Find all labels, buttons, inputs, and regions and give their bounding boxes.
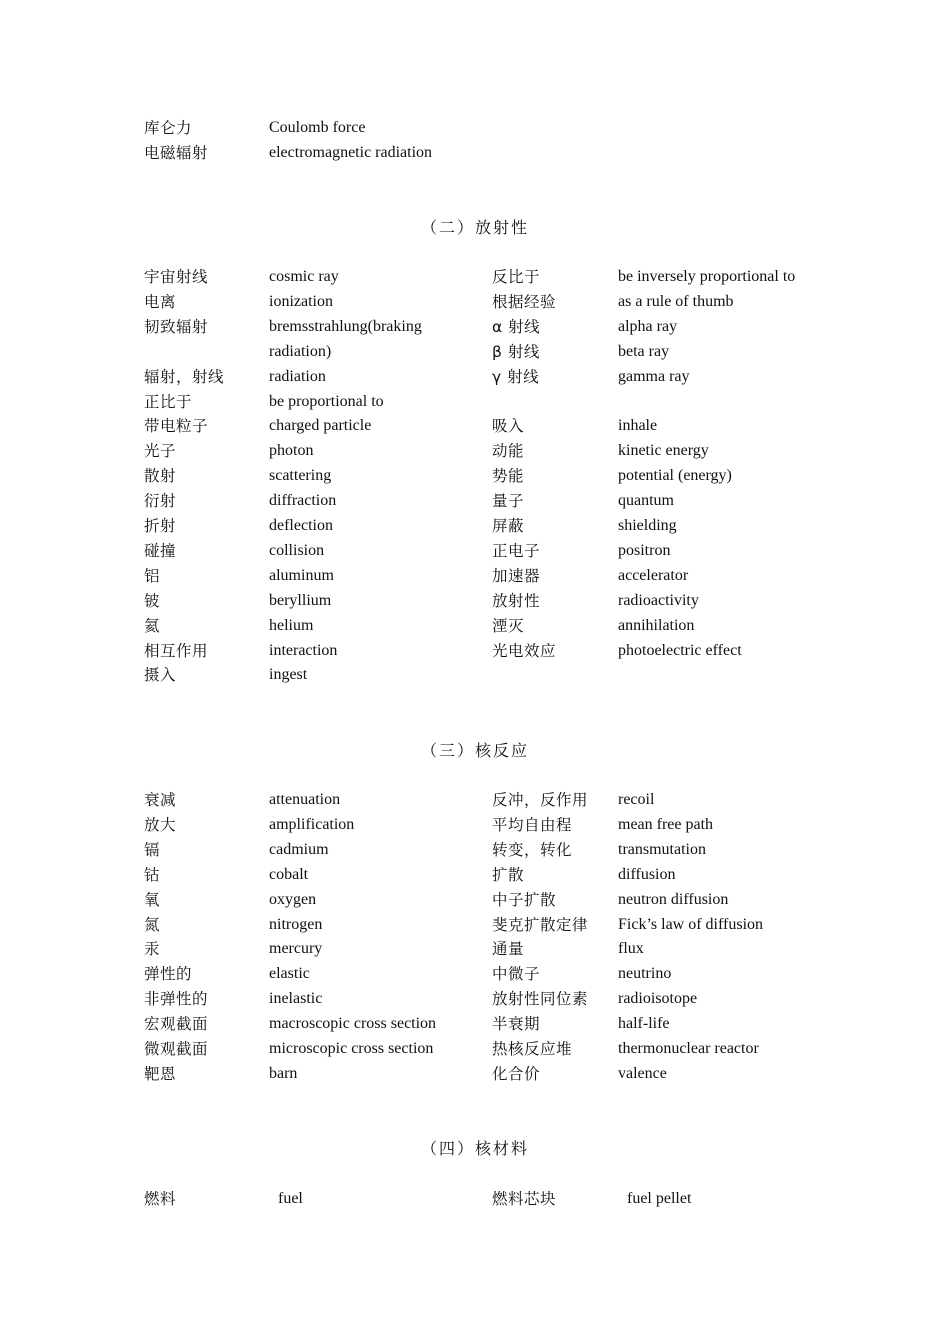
english-term: beta ray <box>618 342 670 360</box>
glossary-row <box>0 840 950 865</box>
english-term: kinetic energy <box>618 442 709 460</box>
chinese-term: 弹性的 <box>144 965 193 984</box>
glossary-row <box>0 939 950 964</box>
chinese-term: 动能 <box>492 442 525 461</box>
english-term: annihilation <box>618 616 695 634</box>
chinese-term: 氦 <box>144 616 161 635</box>
chinese-term: 反冲，反作用 <box>492 791 589 809</box>
english-term: be inversely proportional to <box>618 268 796 285</box>
english-term: Coulomb force <box>269 119 366 136</box>
chinese-term: 斐克扩散定律 <box>492 915 589 934</box>
english-term: be proportional to <box>269 392 384 410</box>
glossary-row <box>0 964 950 989</box>
english-term: flux <box>618 940 644 958</box>
glossary-row <box>0 143 950 168</box>
english-term: half-life <box>618 1015 670 1033</box>
english-term: radioactivity <box>618 591 699 609</box>
chinese-term: γ 射线 <box>492 367 540 386</box>
chinese-term: 化合价 <box>492 1064 541 1083</box>
glossary-row <box>0 292 950 317</box>
section-heading: （二）放射性 <box>420 218 529 237</box>
english-term: radiation) <box>269 342 332 360</box>
chinese-term: 氧 <box>144 890 161 909</box>
glossary-row <box>0 416 950 441</box>
glossary-row <box>0 541 950 566</box>
chinese-term: 汞 <box>144 940 161 959</box>
chinese-term: 铝 <box>144 566 161 585</box>
chinese-term: 氮 <box>144 915 161 934</box>
english-term: diffusion <box>618 865 676 883</box>
chinese-term: 靶恩 <box>144 1064 177 1083</box>
english-term: cosmic ray <box>269 268 339 285</box>
chinese-term: 光子 <box>144 442 177 461</box>
section-heading: （四）核材料 <box>420 1139 529 1158</box>
glossary-row <box>0 317 950 342</box>
chinese-term: 摄入 <box>144 666 177 685</box>
glossary-row <box>0 915 950 940</box>
chinese-term: 湮灭 <box>492 616 525 635</box>
chinese-term: 库仑力 <box>144 119 193 137</box>
english-term: photoelectric effect <box>618 641 742 659</box>
english-term: fuel <box>278 1190 303 1207</box>
chinese-term: 中子扩散 <box>492 890 557 909</box>
chinese-term: 衰减 <box>144 791 177 809</box>
english-term: interaction <box>269 641 338 659</box>
english-term: potential (energy) <box>618 467 732 485</box>
english-term: microscopic cross section <box>269 1040 434 1057</box>
chinese-term: 正比于 <box>144 392 193 411</box>
chinese-term: 扩散 <box>492 865 525 884</box>
chinese-term: 反比于 <box>492 268 541 286</box>
english-term: alpha ray <box>618 317 678 335</box>
glossary-row <box>0 641 950 666</box>
glossary-row <box>0 1064 950 1089</box>
chinese-term: 电磁辐射 <box>144 144 209 162</box>
english-term: charged particle <box>269 417 372 435</box>
english-term: cadmium <box>269 840 329 858</box>
english-term: diffraction <box>269 492 337 510</box>
english-term: transmutation <box>618 840 706 858</box>
chinese-term: 通量 <box>492 940 525 959</box>
chinese-term: 中微子 <box>492 965 541 984</box>
english-term: ingest <box>269 666 308 684</box>
glossary-row <box>0 267 950 292</box>
chinese-term: β 射线 <box>492 342 540 361</box>
english-term: macroscopic cross section <box>269 1015 437 1033</box>
english-term: valence <box>618 1064 667 1082</box>
chinese-term: 半衰期 <box>492 1015 541 1034</box>
english-term: mercury <box>269 940 323 958</box>
chinese-term: 带电粒子 <box>144 417 209 436</box>
english-term: scattering <box>269 467 332 485</box>
english-term: aluminum <box>269 566 334 584</box>
english-term: beryllium <box>269 591 332 609</box>
chinese-term: 碰撞 <box>144 541 177 560</box>
english-term: deflection <box>269 517 333 534</box>
chinese-term: 宏观截面 <box>144 1015 209 1034</box>
english-term: thermonuclear reactor <box>618 1040 759 1057</box>
chinese-term: 燃料 <box>144 1190 177 1208</box>
english-term: photon <box>269 442 314 460</box>
glossary-row <box>0 665 950 690</box>
chinese-term: 钴 <box>144 865 161 884</box>
english-term: helium <box>269 616 314 634</box>
chinese-term: 折射 <box>144 517 177 535</box>
chinese-term: 转变，转化 <box>492 840 573 859</box>
english-term: barn <box>269 1064 298 1082</box>
chinese-term: 散射 <box>144 467 177 486</box>
glossary-row <box>0 865 950 890</box>
english-term: cobalt <box>269 865 309 883</box>
glossary-row <box>0 118 950 143</box>
chinese-term: α 射线 <box>492 317 541 336</box>
glossary-row <box>0 890 950 915</box>
glossary-row <box>0 1189 950 1214</box>
english-term: elastic <box>269 965 310 983</box>
chinese-term: 韧致辐射 <box>144 317 209 336</box>
chinese-term: 微观截面 <box>144 1040 209 1058</box>
glossary-row <box>0 1039 950 1064</box>
english-term: Fick’s law of diffusion <box>618 915 764 933</box>
english-term: collision <box>269 541 325 559</box>
english-term: oxygen <box>269 890 317 908</box>
chinese-term: 热核反应堆 <box>492 1040 573 1058</box>
english-term: inelastic <box>269 990 323 1008</box>
glossary-row <box>0 441 950 466</box>
glossary-row <box>0 491 950 516</box>
chinese-term: 吸入 <box>492 417 525 436</box>
english-term: electromagnetic radiation <box>269 144 433 161</box>
english-term: neutrino <box>618 965 672 983</box>
chinese-term: 衍射 <box>144 492 177 511</box>
english-term: fuel pellet <box>627 1190 692 1207</box>
glossary-row <box>0 342 950 367</box>
chinese-term: 光电效应 <box>492 641 557 660</box>
english-term: nitrogen <box>269 915 323 933</box>
chinese-term: 宇宙射线 <box>144 268 209 286</box>
glossary-row <box>0 367 950 392</box>
english-term: neutron diffusion <box>618 890 729 908</box>
glossary-row <box>0 790 950 815</box>
english-term: mean free path <box>618 815 714 833</box>
glossary-row <box>0 516 950 541</box>
chinese-term: 平均自由程 <box>492 815 573 834</box>
english-term: recoil <box>618 791 655 808</box>
glossary-row <box>0 989 950 1014</box>
section-heading: （三）核反应 <box>420 741 529 760</box>
english-term: radiation <box>269 367 326 385</box>
glossary-row <box>0 1014 950 1039</box>
glossary-row <box>0 466 950 491</box>
chinese-term: 燃料芯块 <box>492 1190 557 1208</box>
glossary-row <box>0 566 950 591</box>
chinese-term: 量子 <box>492 492 525 511</box>
chinese-term: 铍 <box>144 591 161 610</box>
english-term: attenuation <box>269 791 341 808</box>
glossary-row <box>0 815 950 840</box>
chinese-term: 辐射，射线 <box>144 367 225 386</box>
chinese-term: 镉 <box>144 840 161 859</box>
english-term: ionization <box>269 292 333 310</box>
chinese-term: 屏蔽 <box>492 517 525 535</box>
english-term: amplification <box>269 815 355 833</box>
english-term: bremsstrahlung(braking <box>269 317 422 335</box>
chinese-term: 放射性同位素 <box>492 990 589 1009</box>
chinese-term: 非弹性的 <box>144 990 209 1009</box>
english-term: positron <box>618 541 671 559</box>
chinese-term: 电离 <box>144 292 177 311</box>
english-term: radioisotope <box>618 990 698 1008</box>
chinese-term: 加速器 <box>492 566 541 585</box>
glossary-row <box>0 616 950 641</box>
chinese-term: 相互作用 <box>144 641 209 660</box>
chinese-term: 势能 <box>492 467 525 486</box>
english-term: inhale <box>618 417 658 435</box>
chinese-term: 放射性 <box>492 591 541 610</box>
glossary-row <box>0 392 950 417</box>
chinese-term: 放大 <box>144 815 177 834</box>
chinese-term: 正电子 <box>492 541 541 560</box>
english-term: accelerator <box>618 566 689 584</box>
english-term: shielding <box>618 517 677 534</box>
glossary-row <box>0 591 950 616</box>
english-term: gamma ray <box>618 367 690 385</box>
chinese-term: 根据经验 <box>492 292 557 311</box>
english-term: as a rule of thumb <box>618 292 734 310</box>
english-term: quantum <box>618 492 674 510</box>
